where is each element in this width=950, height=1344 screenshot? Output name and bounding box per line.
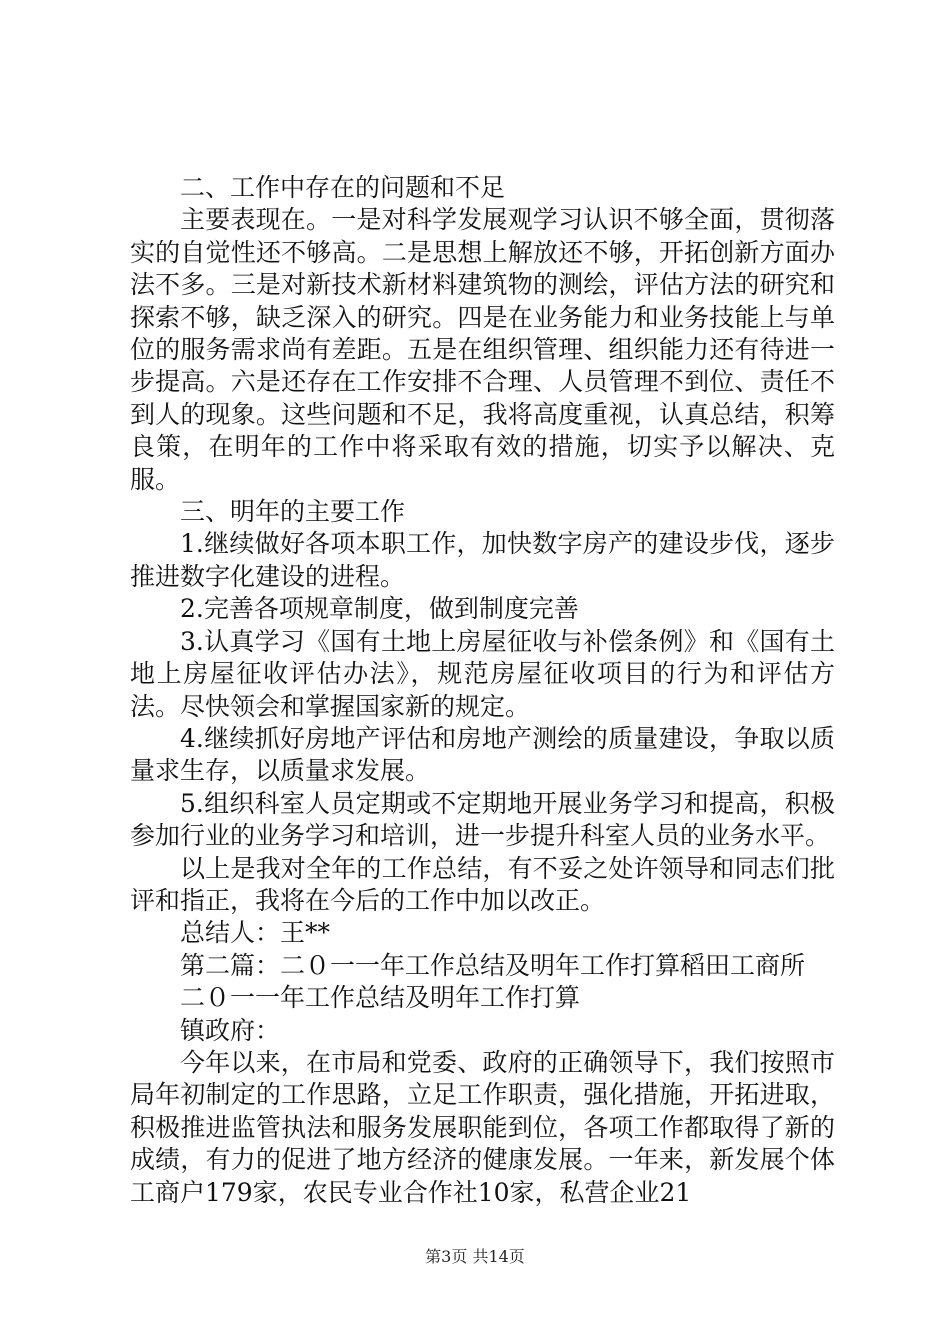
- second-article-subtitle: 二０一一年工作总结及明年工作打算: [180, 983, 581, 1013]
- page-number-footer: 第3页 共14页: [425, 1247, 525, 1266]
- section-heading-next-year: 三、明年的主要工作: [180, 497, 406, 527]
- document-body: [130, 172, 835, 1209]
- salutation: 镇政府：: [180, 1015, 281, 1045]
- list-item-1: 1.继续做好各项本职工作，加快数字房产的建设步伐，逐步推进数字化建设的进程。: [130, 529, 835, 591]
- list-item-5: 5.组织科室人员定期或不定期地开展业务学习和提高，积极参加行业的业务学习和培训，进一步提升科室人员的业务水平。: [130, 788, 835, 851]
- list-item-4: 4.继续抓好房地产评估和房地产测绘的质量建设，争取以质量求生存，以质量求发展。: [130, 723, 835, 786]
- paragraph-problems: 主要表现在。一是对科学发展观学习认识不够全面，贯彻落实的自觉性还不够高。二是思想上解放还不够，开拓创新方面办法不多。三是对新技术新材料建筑物的测绘，评估方法的研究和探索不够，缺乏深入的研究。四是在业务能力和业务技能上与单位的服务需求尚有差距。五是在组织管理、组织能力还有待进一步提高。六是还存在工作安排不合理、人员管理不到位、责任不到人的现象。这些问题和不足，我将高度重视，认真总结，积筹良策，在明年的工作中将采取有效的措施，切实予以解决、克服。: [130, 205, 835, 494]
- second-article-title: 第二篇：二０一一年工作总结及明年工作打算稻田工商所: [180, 950, 806, 980]
- paragraph-this-year: 今年以来，在市局和党委、政府的正确领导下，我们按照市局年初制定的工作思路，立足工作职责，强化措施，开拓进取，积极推进监管执法和服务发展职能到位，各项工作都取得了新的成绩，有力的促进了地方经济的健康发展。一年来，新发展个体工商户179家，农民专业合作社10家，私营企业21: [130, 1047, 835, 1207]
- list-item-3: 3.认真学习《国有土地上房屋征收与补偿条例》和《国有土地上房屋征收评估办法》，规范房屋征收项目的行为和评估方法。尽快领会和掌握国家新的规定。: [130, 626, 835, 721]
- list-item-2: 2.完善各项规章制度，做到制度完善: [180, 594, 579, 624]
- paragraph-closing: 以上是我对全年的工作总结，有不妥之处许领导和同志们批评和指正，我将在今后的工作中加以改正。: [130, 853, 835, 915]
- section-heading-problems: 二、工作中存在的问题和不足: [180, 173, 506, 202]
- signature-line: 总结人：王**: [180, 918, 331, 948]
